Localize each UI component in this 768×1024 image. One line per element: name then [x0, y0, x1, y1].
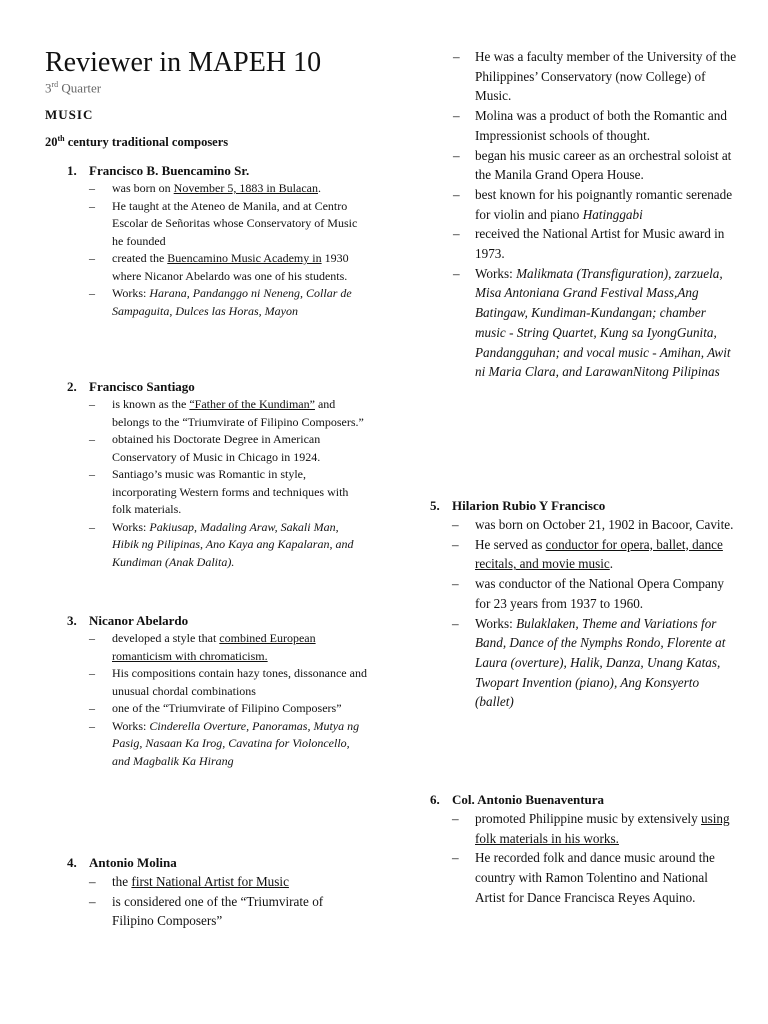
bullet-text: began his music career as an orchestral soloist at the Manila Grand Opera House. — [475, 147, 732, 183]
bullet-text: He served as conductor for opera, ballet, dance recitals, and movie music. — [475, 536, 723, 572]
bullet-item — [67, 180, 367, 198]
dash-bullet: – — [453, 226, 460, 242]
dash-bullet: – — [453, 49, 460, 64]
composer-name-text: Nicanor Abelardo — [89, 613, 189, 628]
bullet-item — [67, 250, 367, 285]
bullet-item — [67, 630, 367, 665]
composer-3 — [67, 612, 367, 770]
composer-name-text: Antonio Molina — [89, 855, 177, 870]
composer-name — [67, 162, 367, 180]
bullet-text: Molina was a product of both the Romantic and Impressionist schools of thought. — [475, 108, 727, 143]
composer-name — [67, 612, 367, 630]
section-heading: MUSIC — [45, 107, 94, 122]
composer-name-text: Col. Antonio Buenaventura — [452, 792, 605, 807]
bullet-text: one of the “Triumvirate of Filipino Composers” — [112, 701, 342, 715]
bullet-text: He recorded folk and dance music around the country with Ramon Tolentino and National Artist for Dance Francisca Reyes Aquino. — [475, 850, 715, 905]
bullet-text: promoted Philippine music by extensively using folk materials in his works. — [475, 811, 730, 846]
bullet-list — [430, 515, 738, 712]
bullet-item — [430, 848, 738, 907]
bullet-text: Works: Harana, Pandanggo ni Neneng, Collar de Sampaguita, Dulces las Horas, Mayon — [112, 286, 352, 318]
composer-6 — [430, 791, 738, 908]
composer-name — [430, 497, 738, 515]
bullet-text: He was a faculty member of the University of the Philippines’ Conservatory (now College) of Music. — [475, 49, 737, 104]
dash-bullet: – — [89, 397, 95, 411]
dash-bullet: – — [89, 893, 96, 909]
bullet-item — [67, 466, 367, 519]
bullet-text: Works: Pakiusap, Madaling Araw, Sakali Man, Hibik ng Pilipinas, Ano Kaya ang Kapalaran, and Kundiman (Anak Dalita). — [112, 519, 354, 569]
dash-bullet: – — [89, 718, 95, 733]
bullet-item — [67, 718, 367, 771]
bullet-item — [453, 146, 738, 185]
bullet-text: His compositions contain hazy tones, dissonance and unusual chordal combinations — [112, 666, 367, 698]
bullet-item — [67, 665, 367, 700]
dash-bullet: – — [453, 147, 460, 163]
bullet-item — [67, 396, 367, 431]
bullet-text: obtained his Doctorate Degree in American Conservatory of Music in Chicago in 1924. — [112, 432, 321, 464]
bullet-text: is considered one of the “Triumvirate of Filipino Composers” — [112, 893, 324, 929]
bullet-text: Works: Cinderella Overture, Panoramas, Mutya ng Pasig, Nasaan Ka Irog, Cavatina for Violoncello, and Magbalik Ka Hirang — [112, 718, 360, 768]
bullet-item — [453, 106, 738, 145]
composer-name — [67, 378, 367, 396]
dash-bullet: – — [452, 576, 459, 592]
dash-bullet: – — [89, 198, 95, 213]
composer-4 — [67, 854, 367, 931]
bullet-item — [430, 574, 738, 613]
bullet-item — [430, 535, 738, 574]
bullet-item — [67, 519, 367, 572]
dash-bullet: – — [89, 874, 96, 889]
bullet-item — [67, 285, 367, 320]
bullet-item — [67, 892, 367, 931]
bullet-item — [453, 224, 738, 263]
composer-name — [430, 791, 738, 809]
dash-bullet: – — [452, 536, 459, 552]
bullet-item — [430, 614, 738, 713]
bullet-text: best known for his poignantly romantic serenade for violin and piano Hatinggabi — [475, 186, 733, 222]
bullet-item — [67, 198, 367, 251]
subsection-heading: 20th century traditional composers — [45, 134, 229, 150]
bullet-list — [67, 180, 367, 320]
bullet-text: received the National Artist for Music award in 1973. — [475, 226, 725, 262]
composer-5 — [430, 497, 738, 712]
quarter-label: 3rd Quarter — [45, 80, 102, 96]
dash-bullet: – — [89, 631, 95, 645]
bullet-item — [453, 185, 738, 224]
bullet-list — [67, 872, 367, 931]
dash-bullet: – — [89, 467, 95, 481]
dash-bullet: – — [89, 519, 95, 534]
dash-bullet: – — [89, 701, 95, 715]
dash-bullet: – — [452, 850, 459, 866]
bullet-item — [453, 47, 738, 106]
composer-number: 1. — [67, 163, 77, 178]
dash-bullet: – — [452, 615, 459, 631]
bullet-item — [430, 809, 738, 848]
composer-number: 4. — [67, 855, 77, 870]
bullet-text: Santiago’s music was Romantic in style, incorporating Western forms and techniques with folk materials. — [112, 467, 349, 516]
bullet-list — [67, 396, 367, 571]
composer-2 — [67, 378, 367, 571]
dash-bullet: – — [452, 811, 459, 826]
dash-bullet: – — [89, 432, 95, 446]
bullet-list — [430, 809, 738, 908]
bullet-item — [67, 872, 367, 892]
bullet-text: the first National Artist for Music — [112, 874, 289, 889]
composer-name-text: Francisco Santiago — [89, 379, 195, 394]
bullet-item — [430, 515, 738, 535]
composer-number: 5. — [430, 498, 440, 513]
dash-bullet: – — [89, 286, 95, 300]
dash-bullet: – — [453, 186, 460, 202]
bullet-item — [453, 264, 738, 382]
dash-bullet: – — [89, 181, 95, 195]
composer-1 — [67, 162, 367, 320]
dash-bullet: – — [453, 108, 460, 124]
bullet-item — [67, 431, 367, 466]
bullet-text: developed a style that combined European romanticism with chromaticism. — [112, 631, 316, 663]
dash-bullet: – — [452, 517, 459, 532]
composer-number: 3. — [67, 613, 77, 628]
composer-number: 2. — [67, 379, 77, 394]
composer-4-continued — [453, 47, 738, 382]
dash-bullet: – — [89, 251, 95, 265]
bullet-text: created the Buencamino Music Academy in 1930 where Nicanor Abelardo was one of his students. — [112, 251, 349, 283]
composer-name-text: Hilarion Rubio Y Francisco — [452, 498, 606, 513]
dash-bullet: – — [453, 265, 460, 281]
bullet-text: was conductor of the National Opera Company for 23 years from 1937 to 1960. — [475, 576, 725, 611]
dash-bullet: – — [89, 666, 95, 680]
bullet-text: Works: Bulaklaken, Theme and Variations for Band, Dance of the Nymphs Rondo, Florente at Laura (overture), Halik, Danza, Unang Katas, Twopart Invention (piano), Ang Konsyerto (ballet) — [475, 615, 726, 710]
bullet-list — [453, 47, 738, 382]
bullet-text: He taught at the Ateneo de Manila, and at Centro Escolar de Señoritas whose Conservatory of Music he founded — [112, 198, 358, 248]
composer-name-text: Francisco B. Buencamino Sr. — [89, 163, 250, 178]
bullet-text: Works: Malikmata (Transfiguration), zarzuela, Misa Antoniana Grand Festival Mass,Ang Batingaw, Kundiman-Kundangan; chamber music - String Quartet, Kung sa IyongGunita, Pandangguhan; and vocal music - Amihan, Awit ni Maria Clara, and LarawanNitong Pilipinas — [475, 265, 731, 380]
bullet-text: is known as the “Father of the Kundiman” and belongs to the “Triumvirate of Filipino Composers.” — [112, 397, 364, 429]
bullet-item — [67, 700, 367, 718]
document-title: Reviewer in MAPEH 10 — [45, 47, 322, 78]
bullet-text: was born on November 5, 1883 in Bulacan. — [112, 181, 321, 195]
bullet-list — [67, 630, 367, 770]
composer-number: 6. — [430, 792, 440, 807]
composer-name — [67, 854, 367, 872]
bullet-text: was born on October 21, 1902 in Bacoor, Cavite. — [475, 517, 734, 532]
